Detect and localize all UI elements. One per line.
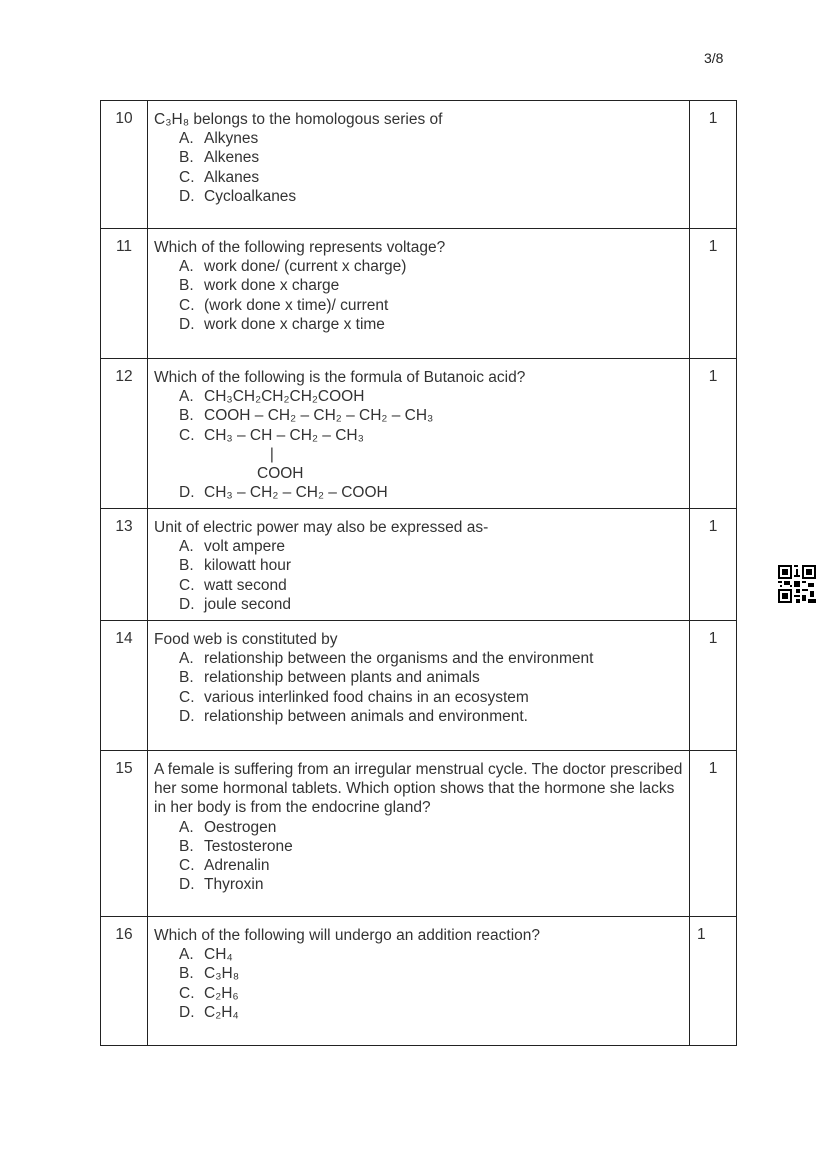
option-text: C₂H₄ bbox=[204, 1003, 239, 1021]
question-text: C₃H₈ belongs to the homologous series of bbox=[154, 111, 443, 128]
option-letter: D. bbox=[179, 315, 195, 333]
answer-option bbox=[154, 426, 683, 445]
option-letter: D. bbox=[179, 876, 195, 894]
option-text: COOH – CH₂ – CH₂ – CH₂ – CH₃ bbox=[204, 407, 434, 425]
option-text: relationship between plants and animals bbox=[204, 669, 480, 687]
option-letter: A. bbox=[179, 388, 194, 406]
question-marks: 1 bbox=[690, 229, 737, 359]
option-letter: D. bbox=[179, 484, 195, 502]
option-letter: C. bbox=[179, 168, 195, 186]
option-letter: A. bbox=[179, 130, 194, 148]
option-letter: B. bbox=[179, 149, 194, 167]
option-letter: B. bbox=[179, 669, 194, 687]
option-letter: A. bbox=[179, 258, 194, 276]
answer-option bbox=[154, 556, 683, 575]
answer-option bbox=[154, 483, 683, 502]
option-letter: B. bbox=[179, 557, 194, 575]
answer-option bbox=[154, 984, 683, 1003]
option-text: relationship between the organisms and the environment bbox=[204, 650, 594, 668]
question-marks: 1 bbox=[690, 751, 737, 917]
answer-option bbox=[154, 187, 683, 206]
answer-option bbox=[154, 668, 683, 687]
option-letter: A. bbox=[179, 818, 194, 836]
question-cell bbox=[148, 101, 690, 229]
option-letter: B. bbox=[179, 837, 194, 855]
question-cell bbox=[148, 359, 690, 509]
question-text: Which of the following represents voltage? bbox=[154, 239, 446, 256]
question-text: Unit of electric power may also be expressed as- bbox=[154, 519, 489, 536]
option-text: CH₃ – CH₂ – CH₂ – COOH bbox=[204, 484, 388, 502]
option-text: CH₃CH₂CH₂CH₂COOH bbox=[204, 388, 365, 406]
question-row bbox=[101, 229, 737, 359]
answer-option bbox=[154, 387, 683, 406]
option-text: Thyroxin bbox=[204, 876, 264, 894]
page-number: 3/8 bbox=[704, 50, 724, 66]
answer-option bbox=[154, 1003, 683, 1022]
option-formula-line: COOH bbox=[257, 465, 304, 483]
question-text: Which of the following is the formula of Butanoic acid? bbox=[154, 369, 526, 386]
answer-option bbox=[154, 595, 683, 614]
answer-option bbox=[154, 406, 683, 425]
option-letter: C. bbox=[179, 984, 195, 1002]
answer-option bbox=[154, 818, 683, 837]
option-text: C₂H₆ bbox=[204, 984, 239, 1002]
option-text: CH₄ bbox=[204, 946, 233, 964]
question-number: 11 bbox=[101, 229, 148, 359]
question-number: 13 bbox=[101, 509, 148, 621]
question-number: 15 bbox=[101, 751, 148, 917]
question-row bbox=[101, 509, 737, 621]
question-marks: 1 bbox=[690, 621, 737, 751]
answer-option bbox=[154, 257, 683, 276]
answer-option bbox=[154, 168, 683, 187]
option-formula-line: | bbox=[257, 445, 274, 463]
option-letter: A. bbox=[179, 946, 194, 964]
question-number: 16 bbox=[101, 917, 148, 1046]
option-text: Alkanes bbox=[204, 168, 260, 186]
answer-option bbox=[154, 148, 683, 167]
option-letter: B. bbox=[179, 965, 194, 983]
option-letter: D. bbox=[179, 707, 195, 725]
question-row bbox=[101, 101, 737, 229]
answer-option bbox=[154, 576, 683, 595]
option-text: C₃H₈ bbox=[204, 965, 240, 983]
answer-option bbox=[154, 129, 683, 148]
option-letter: A. bbox=[179, 538, 194, 556]
option-letter: C. bbox=[179, 296, 195, 314]
option-text: Alkenes bbox=[204, 149, 260, 167]
option-letter: C. bbox=[179, 688, 195, 706]
answer-option bbox=[154, 315, 683, 334]
option-text: work done/ (current x charge) bbox=[204, 258, 407, 276]
question-text: Food web is constituted by bbox=[154, 631, 338, 648]
option-text: work done x charge x time bbox=[204, 315, 385, 333]
question-row bbox=[101, 917, 737, 1046]
option-letter: B. bbox=[179, 277, 194, 295]
qr-code-icon bbox=[778, 565, 816, 603]
question-number: 12 bbox=[101, 359, 148, 509]
option-text: Cycloalkanes bbox=[204, 187, 297, 205]
option-text: work done x charge bbox=[204, 277, 340, 295]
answer-option bbox=[154, 837, 683, 856]
option-letter: A. bbox=[179, 650, 194, 668]
option-text: watt second bbox=[204, 576, 287, 594]
question-marks: 1 bbox=[690, 917, 737, 1046]
option-text: Oestrogen bbox=[204, 818, 277, 836]
question-row bbox=[101, 751, 737, 917]
option-text: Alkynes bbox=[204, 130, 259, 148]
question-marks: 1 bbox=[690, 359, 737, 509]
option-text: kilowatt hour bbox=[204, 557, 292, 575]
option-text: CH₃ – CH – CH₂ – CH₃ bbox=[204, 426, 364, 444]
option-letter: D. bbox=[179, 187, 195, 205]
option-letter: C. bbox=[179, 426, 195, 444]
option-text: relationship between animals and environment. bbox=[204, 707, 528, 725]
question-number: 14 bbox=[101, 621, 148, 751]
option-text: Adrenalin bbox=[204, 857, 270, 875]
question-cell bbox=[148, 229, 690, 359]
option-letter: D. bbox=[179, 595, 195, 613]
answer-option bbox=[154, 964, 683, 983]
question-cell bbox=[148, 917, 690, 1046]
questions-table bbox=[100, 100, 737, 1046]
answer-option bbox=[154, 875, 683, 894]
answer-option bbox=[154, 276, 683, 295]
question-row bbox=[101, 621, 737, 751]
answer-option bbox=[154, 537, 683, 556]
question-row bbox=[101, 359, 737, 509]
option-text: joule second bbox=[204, 595, 292, 613]
option-text: Testosterone bbox=[204, 837, 293, 855]
answer-option bbox=[154, 688, 683, 707]
question-text: Which of the following will undergo an addition reaction? bbox=[154, 927, 541, 944]
option-letter: C. bbox=[179, 576, 195, 594]
option-letter: D. bbox=[179, 1003, 195, 1021]
question-number: 10 bbox=[101, 101, 148, 229]
answer-option bbox=[154, 945, 683, 964]
question-cell bbox=[148, 509, 690, 621]
option-letter: C. bbox=[179, 857, 195, 875]
option-text: volt ampere bbox=[204, 538, 285, 556]
question-marks: 1 bbox=[690, 101, 737, 229]
answer-option bbox=[154, 296, 683, 315]
answer-option bbox=[154, 856, 683, 875]
answer-option bbox=[154, 707, 683, 726]
option-text: various interlinked food chains in an ecosystem bbox=[204, 688, 529, 706]
question-text: A female is suffering from an irregular menstrual cycle. The doctor prescribed her some hormonal tablets. Which option shows that the hormone she lacks in her body is from the endocrine gland? bbox=[154, 761, 683, 817]
answer-option bbox=[154, 649, 683, 668]
question-marks: 1 bbox=[690, 509, 737, 621]
question-cell bbox=[148, 751, 690, 917]
option-text: (work done x time)/ current bbox=[204, 296, 389, 314]
question-cell bbox=[148, 621, 690, 751]
option-letter: B. bbox=[179, 407, 194, 425]
